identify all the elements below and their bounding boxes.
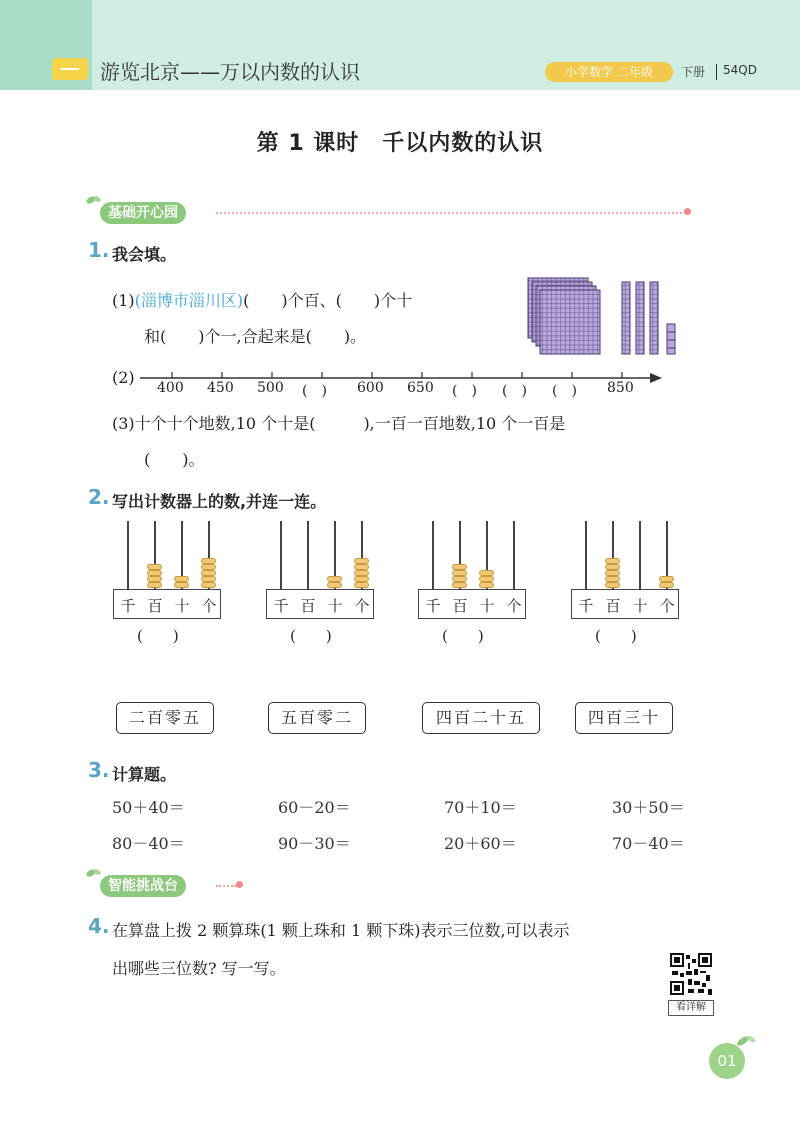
abacus-bead bbox=[174, 582, 189, 588]
abacus bbox=[266, 521, 374, 631]
tick-label: 600 bbox=[357, 380, 384, 396]
section-title: 基础开心园 bbox=[100, 202, 186, 224]
q1-part2-label: (2) bbox=[112, 368, 135, 387]
abacus-bead bbox=[605, 576, 620, 582]
place-label: 百 bbox=[300, 597, 316, 615]
part-label: (1) bbox=[112, 291, 135, 310]
abacus-bead bbox=[327, 576, 342, 582]
question-number: 1. bbox=[88, 238, 110, 262]
place-label: 个 bbox=[354, 597, 370, 615]
answer-blank[interactable]: ( ) bbox=[595, 627, 637, 645]
dot-end bbox=[236, 881, 243, 888]
q4-line1: 在算盘上拨 2 颗算珠(1 颗上珠和 1 颗下珠)表示三位数,可以表示 bbox=[112, 921, 570, 940]
place-label: 百 bbox=[147, 597, 163, 615]
qr-label: 看详解 bbox=[668, 1000, 714, 1016]
grade-pill: 小学数学 二年级 bbox=[545, 62, 673, 82]
abacus-bead bbox=[659, 582, 674, 588]
abacus-bead bbox=[452, 570, 467, 576]
place-label: 十 bbox=[632, 597, 648, 615]
abacus-bead bbox=[605, 564, 620, 570]
hundred-flats bbox=[528, 278, 600, 354]
place-label: 千 bbox=[120, 597, 136, 615]
abacus bbox=[418, 521, 526, 631]
abacus-bead bbox=[479, 570, 494, 576]
place-label: 十 bbox=[327, 597, 343, 615]
choice-box[interactable]: 二百零五 bbox=[116, 702, 214, 734]
answer-blank[interactable]: ( ) bbox=[442, 627, 484, 645]
abacus-bead bbox=[174, 576, 189, 582]
abacus-bead bbox=[452, 582, 467, 588]
abacus-rod bbox=[585, 521, 587, 589]
abacus-bead bbox=[201, 558, 216, 564]
tick-blank: ( ) bbox=[452, 383, 477, 399]
question-number: 4. bbox=[88, 914, 110, 938]
unit-badge bbox=[52, 58, 88, 80]
calc-item: 90－30＝ bbox=[278, 834, 351, 853]
calc-item: 70－40＝ bbox=[612, 834, 685, 853]
place-label: 百 bbox=[605, 597, 621, 615]
calc-item: 80－40＝ bbox=[112, 834, 185, 853]
tick-blank: ( ) bbox=[302, 383, 327, 399]
section-basic bbox=[86, 200, 696, 224]
q1-part1-line1 bbox=[112, 288, 412, 311]
abacus-rod bbox=[639, 521, 641, 589]
leaf-icon bbox=[735, 1032, 757, 1048]
ten-rods bbox=[622, 282, 658, 354]
question-title: 计算题。 bbox=[112, 765, 177, 784]
book-code: 54QD bbox=[723, 63, 757, 77]
q1-part1-line2: 和( )个一,合起来是( )。 bbox=[144, 327, 367, 346]
abacus-bead bbox=[605, 582, 620, 588]
leaf-icon bbox=[86, 867, 102, 879]
lesson-title: 第 1 课时 千以内数的认识 bbox=[256, 131, 544, 156]
section-challenge bbox=[86, 873, 246, 897]
choice-box[interactable]: 四百三十 bbox=[575, 702, 673, 734]
abacus-bead bbox=[147, 582, 162, 588]
calc-item: 50＋40＝ bbox=[112, 798, 185, 817]
qr-code-icon[interactable] bbox=[670, 953, 712, 995]
tick-label: 850 bbox=[607, 380, 634, 396]
abacus-bead bbox=[201, 564, 216, 570]
volume-label: 下册 bbox=[681, 65, 706, 79]
place-label: 十 bbox=[174, 597, 190, 615]
section-title: 智能挑战台 bbox=[100, 875, 186, 897]
question-title: 写出计数器上的数,并连一连。 bbox=[112, 492, 327, 511]
page-number: 01 bbox=[709, 1043, 745, 1079]
abacus-bead bbox=[452, 564, 467, 570]
tick-labels bbox=[0, 380, 800, 400]
abacus-bead bbox=[659, 576, 674, 582]
choice-box[interactable]: 四百二十五 bbox=[422, 702, 540, 734]
place-label: 千 bbox=[578, 597, 594, 615]
abacus-bead bbox=[201, 582, 216, 588]
dotted-line bbox=[216, 212, 686, 214]
abacus-bead bbox=[605, 558, 620, 564]
abacus-rod bbox=[432, 521, 434, 589]
calc-item: 70＋10＝ bbox=[444, 798, 517, 817]
abacus-bead bbox=[201, 576, 216, 582]
choice-box[interactable]: 五百零二 bbox=[268, 702, 366, 734]
place-label: 个 bbox=[506, 597, 522, 615]
abacus-bead bbox=[354, 576, 369, 582]
abacus-bead bbox=[354, 582, 369, 588]
q1-part3-line2: ( )。 bbox=[144, 450, 205, 469]
dotted-line bbox=[216, 885, 236, 887]
answer-blank[interactable]: ( ) bbox=[137, 627, 179, 645]
source-tag: (淄博市淄川区) bbox=[134, 291, 244, 310]
place-label: 千 bbox=[425, 597, 441, 615]
base-ten-blocks bbox=[524, 276, 684, 358]
abacus-bead bbox=[605, 570, 620, 576]
q1-part3-line1: (3)十个十个地数,10 个十是( ),一百一百地数,10 个一百是 bbox=[112, 414, 566, 433]
abacus-bead bbox=[147, 570, 162, 576]
tick-label: 400 bbox=[157, 380, 184, 396]
question-number: 3. bbox=[88, 758, 110, 782]
abacus-bead bbox=[479, 582, 494, 588]
abacus-rod bbox=[513, 521, 515, 589]
question-title: 我会填。 bbox=[112, 245, 177, 264]
divider bbox=[716, 64, 717, 80]
question-number: 2. bbox=[88, 485, 110, 509]
tick-blank: ( ) bbox=[502, 383, 527, 399]
abacus-bead bbox=[479, 576, 494, 582]
place-label: 个 bbox=[659, 597, 675, 615]
tick-label: 650 bbox=[407, 380, 434, 396]
unit-title: 游览北京——万以内数的认识 bbox=[100, 60, 360, 84]
q4-line2: 出哪些三位数? 写一写。 bbox=[112, 959, 286, 978]
calc-item: 30＋50＝ bbox=[612, 798, 685, 817]
abacus-bead bbox=[201, 570, 216, 576]
abacus-rod bbox=[307, 521, 309, 589]
calc-item: 60－20＝ bbox=[278, 798, 351, 817]
abacus-bead bbox=[327, 582, 342, 588]
place-label: 百 bbox=[452, 597, 468, 615]
place-label: 千 bbox=[273, 597, 289, 615]
one-cubes bbox=[667, 324, 675, 354]
abacus-bead bbox=[147, 576, 162, 582]
abacus-bead bbox=[354, 570, 369, 576]
tick-label: 450 bbox=[207, 380, 234, 396]
leaf-icon bbox=[86, 194, 102, 206]
blank-text: ( )个百、( )个十 bbox=[243, 291, 413, 310]
abacus bbox=[113, 521, 221, 631]
abacus bbox=[571, 521, 679, 631]
tick-label: 500 bbox=[257, 380, 284, 396]
abacus-bead bbox=[354, 558, 369, 564]
dot-end bbox=[684, 208, 691, 215]
place-label: 个 bbox=[201, 597, 217, 615]
place-label: 十 bbox=[479, 597, 495, 615]
abacus-rod bbox=[280, 521, 282, 589]
abacus-bead bbox=[354, 564, 369, 570]
calc-item: 20＋60＝ bbox=[444, 834, 517, 853]
abacus-rod bbox=[127, 521, 129, 589]
abacus-bead bbox=[452, 576, 467, 582]
abacus-bead bbox=[147, 564, 162, 570]
tick-blank: ( ) bbox=[552, 383, 577, 399]
answer-blank[interactable]: ( ) bbox=[290, 627, 332, 645]
